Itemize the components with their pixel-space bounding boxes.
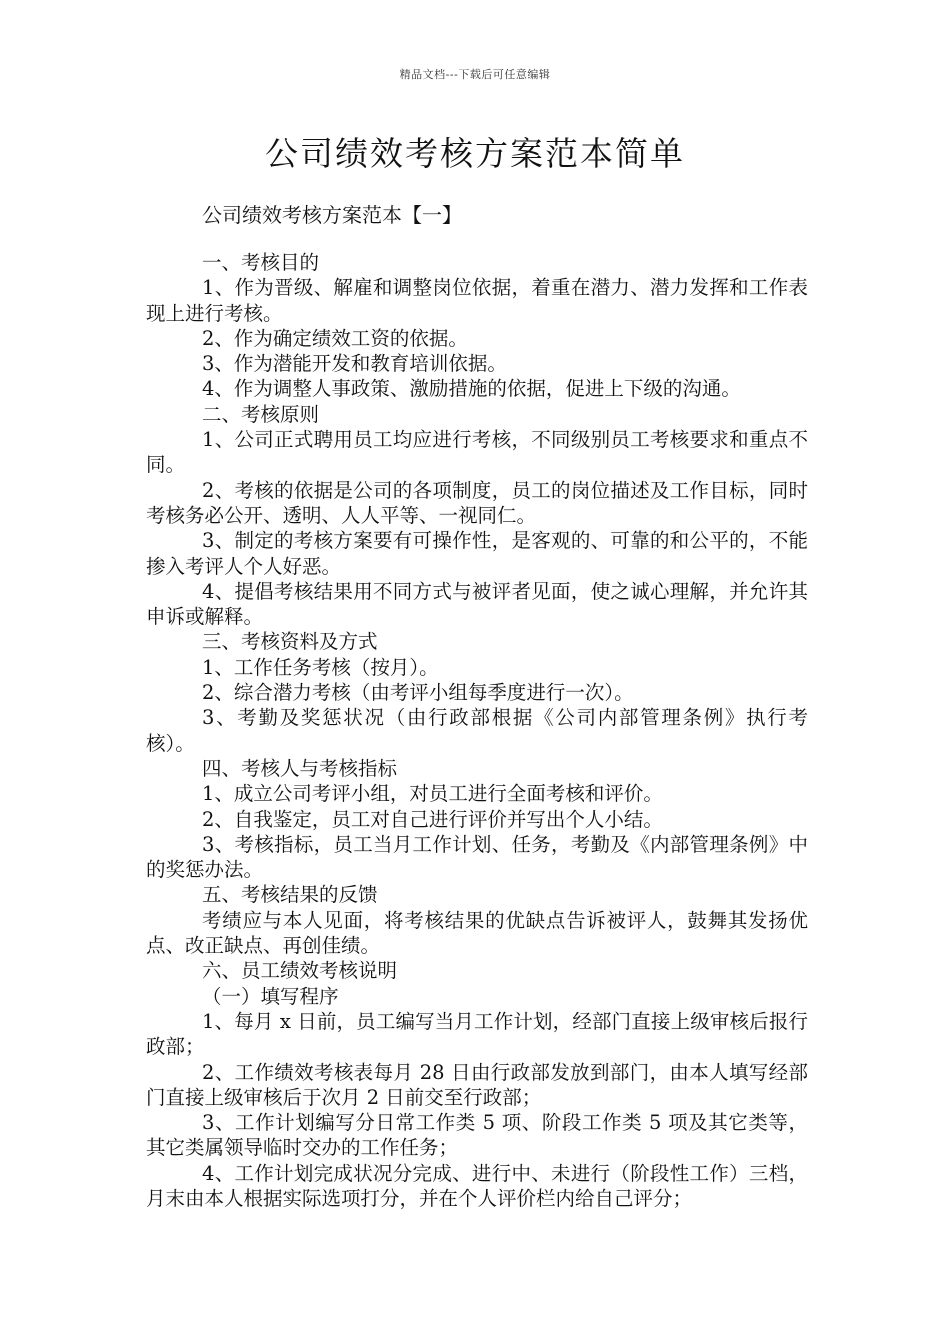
- paragraph: 一、考核目的: [202, 251, 320, 274]
- document-subtitle: 公司绩效考核方案范本【一】: [202, 203, 462, 227]
- paragraph: 六、员工绩效考核说明: [202, 959, 398, 983]
- paragraph: 3、考核指标，员工当月工作计划、任务，考勤及《内部管理条例》中的奖惩办法。: [146, 832, 808, 882]
- paragraph: 3、作为潜能开发和教育培训依据。: [202, 352, 507, 376]
- paragraph: 2、综合潜力考核（由考评小组每季度进行一次）。: [202, 681, 634, 705]
- paragraph: 4、作为调整人事政策、激励措施的依据，促进上下级的沟通。: [202, 377, 741, 401]
- paragraph: 3、制定的考核方案要有可操作性，是客观的、可靠的和公平的，不能掺入考评人个人好恶。: [146, 529, 808, 578]
- paragraph: 2、作为确定绩效工资的依据。: [202, 326, 468, 350]
- paragraph: 2、自我鉴定，员工对自己进行评价并写出个人小结。: [202, 807, 663, 831]
- paragraph: 1、每月 x 日前，员工编写当月工作计划，经部门直接上级审核后报行政部；: [146, 1009, 808, 1059]
- paragraph: 4、提倡考核结果用不同方式与被评者见面，使之诚心理解，并允许其申诉或解释。: [146, 579, 808, 629]
- document-title: 公司绩效考核方案范本简单: [265, 134, 685, 173]
- paragraph: 1、作为晋级、解雇和调整岗位依据，着重在潜力、潜力发挥和工作表现上进行考核。: [146, 276, 808, 325]
- paragraph: 4、工作计划完成状况分完成、进行中、未进行（阶段性工作）三档，月末由本人根据实际选项打分，并在个人评价栏内给自己评分；: [146, 1161, 808, 1210]
- document-body: [146, 250, 808, 1211]
- paragraph: 二、考核原则: [202, 402, 320, 426]
- paragraph: 1、工作任务考核（按月）。: [202, 655, 439, 679]
- paragraph: 1、成立公司考评小组，对员工进行全面考核和评价。: [202, 782, 663, 806]
- paragraph: 五、考核结果的反馈: [202, 883, 378, 907]
- paragraph: 考绩应与本人见面，将考核结果的优缺点告诉被评人，鼓舞其发扬优点、改正缺点、再创佳绩。: [146, 908, 808, 958]
- paragraph: 1、公司正式聘用员工均应进行考核，不同级别员工考核要求和重点不同。: [146, 428, 808, 477]
- paragraph: 3、工作计划编写分日常工作类 5 项、阶段工作类 5 项及其它类等，其它类属领导临时交办的工作任务；: [146, 1111, 808, 1160]
- header-note: 精品文档---下载后可任意编辑: [399, 68, 551, 81]
- paragraph: 2、工作绩效考核表每月 28 日由行政部发放到部门，由本人填写经部门直接上级审核后于次月 2 日前交至行政部；: [146, 1060, 808, 1109]
- paragraph: 四、考核人与考核指标: [202, 756, 398, 780]
- paragraph: 三、考核资料及方式: [202, 630, 378, 654]
- paragraph: 3、考勤及奖惩状况（由行政部根据《公司内部管理条例》执行考核）。: [146, 706, 808, 755]
- paragraph: 2、考核的依据是公司的各项制度，员工的岗位描述及工作目标，同时考核务必公开、透明、人人平等、一视同仁。: [146, 478, 808, 527]
- paragraph: （一）填写程序: [202, 984, 339, 1008]
